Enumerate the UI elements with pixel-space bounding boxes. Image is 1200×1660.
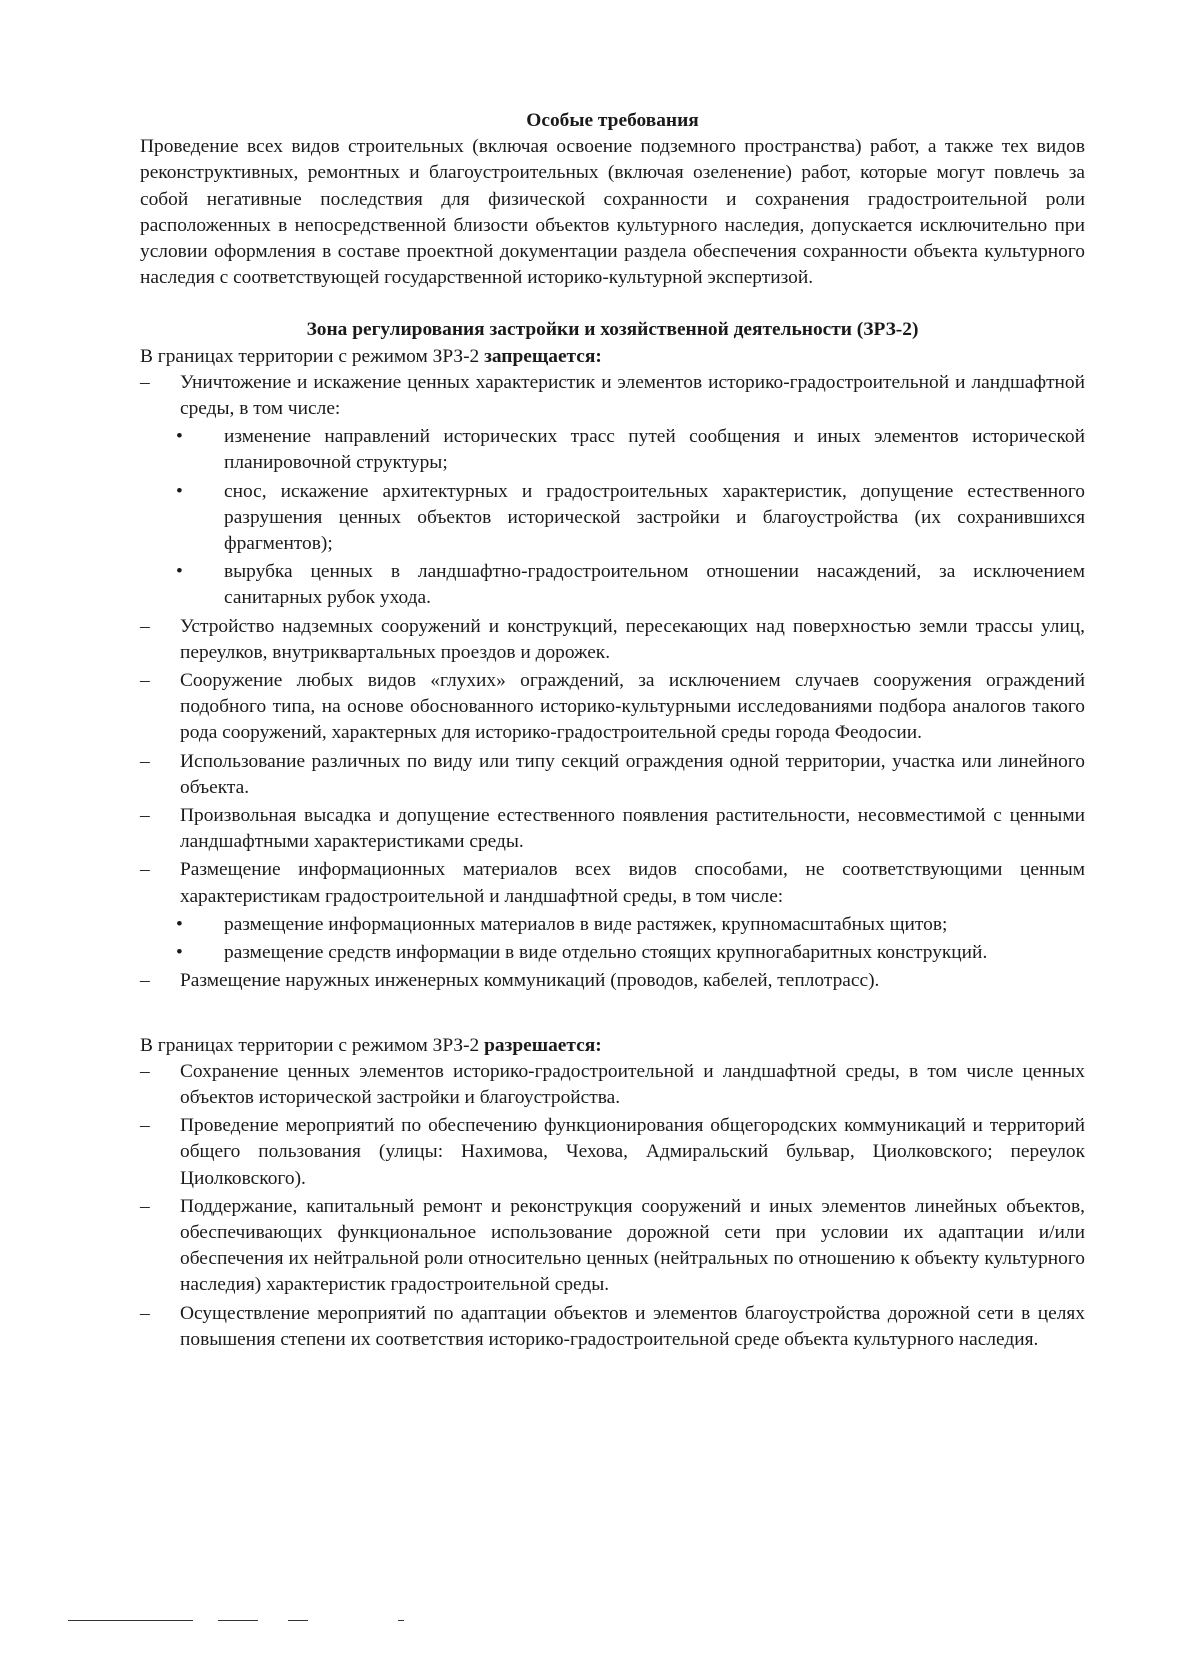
bullet-marker: • [176,480,183,502]
special-requirements-heading: Особые требования [526,110,699,131]
list-item-text: Осуществление мероприятий по адаптации объектов и элементов благоустройства дорожной сети в целях повышения степени их соответствия историко-градостроительной среде объекта культурного наследия. [180,1302,1085,1350]
list-item [140,614,1085,666]
allowed-intro: В границах территории с режимом ЗРЗ-2 разрешается: [140,1034,602,1056]
dash-marker: – [140,1195,150,1217]
footer-rule [68,1620,368,1626]
bullet-marker: • [176,913,183,935]
sub-list-item-text: размещение информационных материалов в виде растяжек, крупномасштабных щитов; [224,913,948,935]
sub-list [140,912,1085,966]
list-item-text: Произвольная высадка и допущение естественного появления растительности, несовместимой с ценными ландшафтными характеристиками среды. [180,805,1085,853]
dash-marker: – [140,1060,150,1082]
zone-heading: Зона регулирования застройки и хозяйственной деятельности (ЗРЗ-2) [306,319,919,341]
sub-list-item-text: снос, искажение архитектурных и градостроительных характеристик, допущение естественного разрушения ценных объектов исторической застройки и благоустройства (их сохранившихся фрагментов); [224,480,1085,555]
list-item-text: Размещение наружных инженерных коммуникаций (проводов, кабелей, теплотрасс). [180,970,880,992]
list-item [140,1113,1085,1192]
list-item-text: Сооружение любых видов «глухих» ограждений, за исключением случаев сооружения ограждений подобного типа, на основе обоснованного историко-культурными исследованиями подбора аналогов такого рода сооружений, характерных для историко-градостроительной среды города Феодосии. [180,670,1085,744]
sub-list-item-text: вырубка ценных в ландшафтно-градостроительном отношении насаждений, за исключением санитарных рубок ухода. [224,561,1085,609]
list-item [140,749,1085,801]
dash-marker: – [140,1302,150,1324]
sub-list-item-text: изменение направлений исторических трасс путей сообщения и иных элементов исторической планировочной структуры; [224,426,1085,474]
list-item [140,968,1085,994]
list-item-text: Сохранение ценных элементов историко-градостроительной и ландшафтной среды, в том числе ценных объектов исторической застройки и благоустройства. [180,1060,1085,1108]
sub-list-item-text: размещение средств информации в виде отдельно стоящих крупногабаритных конструкций. [224,942,988,964]
dash-marker: – [140,670,150,692]
document-page [140,108,1085,1355]
list-item [140,1301,1085,1353]
special-requirements-paragraph: Проведение всех видов строительных (включая освоение подземного пространства) работ, а также тех видов реконструктивных, ремонтных и благоустроительных (включая озеленение) работ, которые могут повлечь за собой негативные последствия для физической сохранности и сохранения градостроительной роли расположенных в непосредственной близости объектов культурного наследия, допускается исключительно при условии оформления в составе проектной документации раздела обеспечения сохранности объекта культурного наследия с соответствующей государственной историко-культурной экспертизой. [140,136,1085,289]
list-item [140,668,1085,747]
dash-marker: – [140,859,150,881]
dash-marker: – [140,970,150,992]
list-item-text: Проведение мероприятий по обеспечению функционирования общегородских коммуникаций и территорий общего пользования (улицы: Нахимова, Чехова, Адмиральский бульвар, Циолковского; переулок Циолковского). [180,1115,1085,1189]
allowed-list [140,1059,1085,1353]
list-item [140,1059,1085,1111]
sub-list-item [140,559,1085,611]
list-item-text: Поддержание, капитальный ремонт и реконструкция сооружений и иных элементов линейных объектов, обеспечивающих функциональное использование дорожной сети при условии их адаптации и/или обеспечения их нейтральной роли относительно ценных (нейтральных по отношению к объекту культурного наследия) характеристик градостроительной среды. [180,1195,1085,1296]
list-item-text: Использование различных по виду или типу секций ограждения одной территории, участка или линейного объекта. [180,750,1085,798]
bullet-marker: • [176,942,183,964]
list-item-text: Уничтожение и искажение ценных характеристик и элементов историко-градостроительной и ландшафтной среды, в том числе: [180,371,1085,420]
list-item [140,370,1085,422]
bullet-marker: • [176,561,183,583]
list-item-text: Размещение информационных материалов всех видов способами, не соответствующими ценным характеристикам градостроительной и ландшафтной среды, в том числе: [180,859,1085,907]
dash-marker: – [140,750,150,772]
dash-marker: – [140,1115,150,1137]
sub-list-item [140,912,1085,938]
bullet-marker: • [176,426,183,448]
sub-list-item [140,479,1085,558]
prohibited-intro: В границах территории с режимом ЗРЗ-2 запрещается: [140,345,602,367]
dash-marker: – [140,615,150,637]
dash-marker: – [140,371,150,393]
prohibited-list [140,370,1085,995]
list-item [140,857,1085,909]
sub-list-item [140,424,1085,476]
list-item [140,803,1085,855]
list-item [140,1194,1085,1299]
sub-list-item [140,940,1085,966]
list-item-text: Устройство надземных сооружений и конструкций, пересекающих над поверхностью земли трассы улиц, переулков, внутриквартальных проездов и дорожек. [180,615,1085,663]
dash-marker: – [140,805,150,827]
sub-list [140,424,1085,611]
